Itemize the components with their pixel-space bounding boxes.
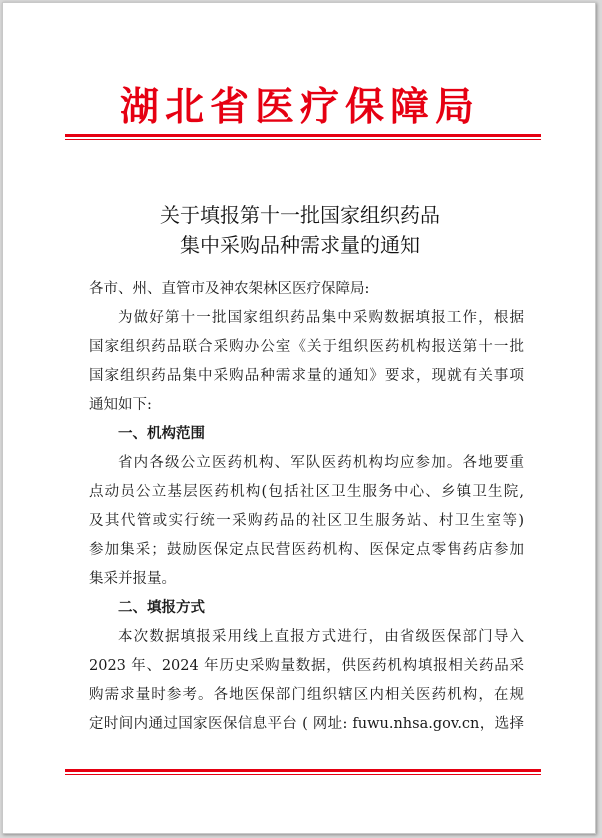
salutation: 各市、州、直管市及神农架林区医疗保障局: [89,281,370,297]
section-heading-method: 二、填报方式 [118,600,205,616]
notice-title-line-1: 关于填报第十一批国家组织药品 [160,203,440,227]
notice-body [89,275,524,739]
intro-line: 为做好第十一批国家组织药品集中采购数据填报工作，根据 [118,310,524,326]
intro-line: 通知如下: [89,397,152,413]
letterhead-title: 湖北省医疗保障局 [119,84,480,130]
section2-line: 定时间内通过国家医保信息平台 ( 网址: fuwu.nhsa.gov.cn，选择 [89,716,524,732]
section1-line: 点动员公立基层医药机构(包括社区卫生服务中心、乡镇卫生院, [89,484,524,500]
section1-line: 省内各级公立医药机构、军队医药机构均应参加。各地要重 [118,455,524,471]
intro-line: 国家组织药品集中采购品种需求量的通知》要求，现就有关事项 [89,368,524,384]
intro-line: 国家组织药品联合采购办公室《关于组织医药机构报送第十一批 [89,339,524,355]
section1-line: 参加集采；鼓励医保定点民营医药机构、医保定点零售药店参加 [89,542,524,558]
letterhead-rule-thin [65,139,541,140]
section1-line: 及其代管或实行统一采购药品的社区卫生服务站、村卫生室等) [89,513,524,529]
section2-line: 购需求量时参考。各地医保部门组织辖区内相关医药机构，在规 [89,687,524,703]
footer-rule-thin [65,774,541,775]
section-heading-scope: 一、机构范围 [118,426,205,442]
footer-rule-thick [65,769,541,772]
letterhead-rule-thick [65,134,541,137]
document-page [2,2,596,834]
notice-title-line-2: 集中采购品种需求量的通知 [180,233,420,257]
section1-line: 集采并报量。 [89,571,176,587]
section2-line: 2023 年、2024 年历史采购量数据，供医药机构填报相关药品采 [89,658,524,674]
section2-line: 本次数据填报采用线上直报方式进行，由省级医保部门导入 [118,629,524,645]
